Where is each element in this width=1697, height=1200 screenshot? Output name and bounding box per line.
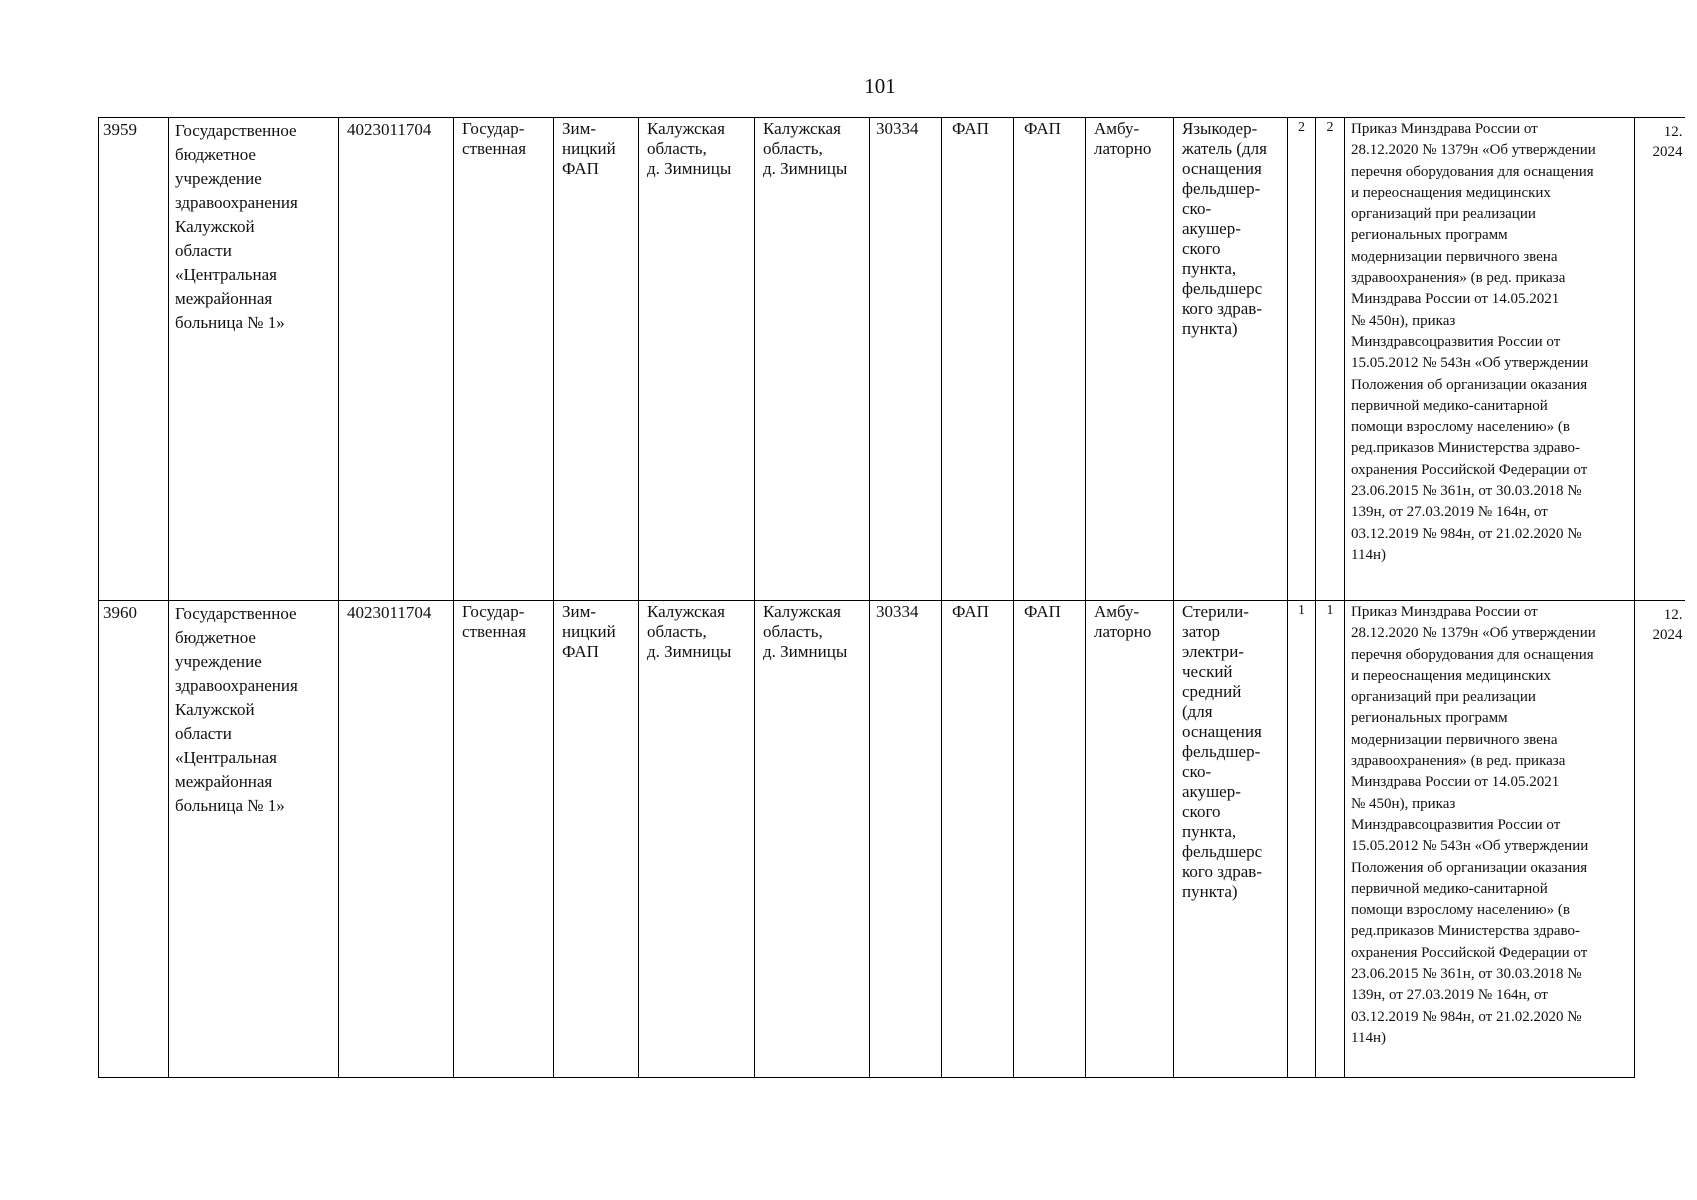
inn-cell: 4023011704 <box>339 118 454 601</box>
row-number-cell: 3959 <box>99 118 169 601</box>
table-row <box>99 601 1685 1078</box>
quantity-cell-2: 1 <box>1316 601 1345 1078</box>
row-number-cell: 3960 <box>99 601 169 1078</box>
quantity-cell: 1 <box>1288 601 1316 1078</box>
table-row <box>99 118 1685 601</box>
type-cell: ФАП <box>942 601 1014 1078</box>
quantity-cell-2: 2 <box>1316 118 1345 601</box>
code-cell: 30334 <box>870 601 942 1078</box>
code-cell: 30334 <box>870 118 942 601</box>
unit-cell: Зим- ницкий ФАП <box>554 118 639 601</box>
type-cell: ФАП <box>942 118 1014 601</box>
equipment-cell: Стерили- затор электри- ческий средний (для оснащения фельдшер- ско- акушер- ского пункта, фельдшерс кого здрав- пункта) <box>1174 601 1288 1078</box>
organization-cell: Государственное бюджетное учреждение здравоохранения Калужской области «Центральная межрайонная больница № 1» <box>169 118 339 601</box>
care-form-cell: Амбу- латорно <box>1086 601 1174 1078</box>
page-number: 101 <box>864 74 896 98</box>
subtype-cell: ФАП <box>1014 118 1086 601</box>
date-cell: 12. 2024 <box>1635 118 1685 601</box>
subtype-cell: ФАП <box>1014 601 1086 1078</box>
quantity-cell: 2 <box>1288 118 1316 601</box>
equipment-cell: Языкодер- жатель (для оснащения фельдшер- ско- акушер- ского пункта, фельдшерс кого здрав- пункта) <box>1174 118 1288 601</box>
region-address-cell: Калужская область, д. Зимницы <box>639 118 755 601</box>
organization-cell: Государственное бюджетное учреждение здравоохранения Калужской области «Центральная межрайонная больница № 1» <box>169 601 339 1078</box>
legal-basis-cell: Приказ Минздрава России от 28.12.2020 № 1379н «Об утверждении перечня оборудования для оснащения и переоснащения медицинских организаций при реализации региональных программ модернизации первичного звена здравоохранения» (в ред. приказа Минздрава России от 14.05.2021 № 450н), приказ Минздравсоцразвития России от 15.05.2012 № 543н «Об утверждении Положения об организации оказания первичной медико-санитарной помощи взрослому населению» (в ред.приказов Министерства здраво- охранения Российской Федерации от 23.06.2015 № 361н, от 30.03.2018 № 139н, от 27.03.2019 № 164н, от 03.12.2019 № 984н, от 21.02.2020 № 114н) <box>1345 118 1635 601</box>
legal-basis-cell: Приказ Минздрава России от 28.12.2020 № 1379н «Об утверждении перечня оборудования для оснащения и переоснащения медицинских организаций при реализации региональных программ модернизации первичного звена здравоохранения» (в ред. приказа Минздрава России от 14.05.2021 № 450н), приказ Минздравсоцразвития России от 15.05.2012 № 543н «Об утверждении Положения об организации оказания первичной медико-санитарной помощи взрослому населению» (в ред.приказов Министерства здраво- охранения Российской Федерации от 23.06.2015 № 361н, от 30.03.2018 № 139н, от 27.03.2019 № 164н, от 03.12.2019 № 984н, от 21.02.2020 № 114н) <box>1345 601 1635 1078</box>
ownership-cell: Государ- ственная <box>454 118 554 601</box>
inn-cell: 4023011704 <box>339 601 454 1078</box>
equipment-table <box>98 117 1685 1078</box>
care-form-cell: Амбу- латорно <box>1086 118 1174 601</box>
location-cell: Калужская область, д. Зимницы <box>755 118 870 601</box>
date-cell: 12. 2024 <box>1635 601 1685 1078</box>
region-address-cell: Калужская область, д. Зимницы <box>639 601 755 1078</box>
ownership-cell: Государ- ственная <box>454 601 554 1078</box>
location-cell: Калужская область, д. Зимницы <box>755 601 870 1078</box>
unit-cell: Зим- ницкий ФАП <box>554 601 639 1078</box>
